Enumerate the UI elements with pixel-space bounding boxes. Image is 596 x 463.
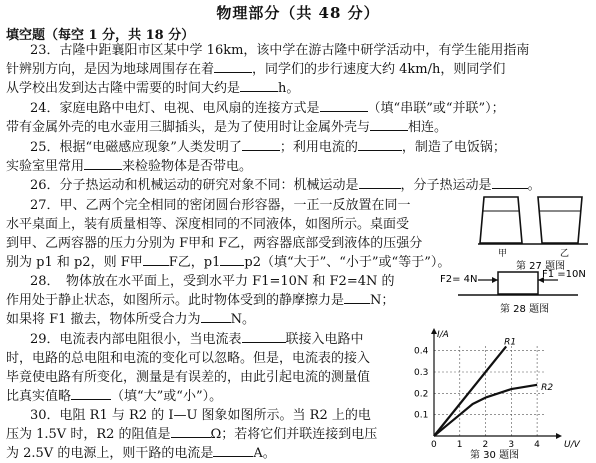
answer-blank[interactable] (492, 176, 528, 189)
q25-line-2: 实验室里常用 来检验物体是否带电。 (6, 159, 253, 174)
q23-line-3: 从学校出发到达古隆中需要的时间大约是 h。 (6, 81, 300, 96)
q29-line-2: 时，电路的总电阻和电流的变化可以忽略。但是，电流表的接入 (6, 351, 371, 366)
answer-blank[interactable] (201, 310, 231, 323)
q30-line-3: 为 2.5V 的电源上，则干路的电流是 A。 (6, 446, 276, 461)
answer-blank[interactable] (370, 118, 408, 131)
q26-line-1: 26．分子热运动和机械运动的研究对象不同：机械运动是 ，分子热运动是 。 (30, 178, 541, 193)
section-heading: 填空题（每空 1 分，共 18 分） (6, 28, 195, 43)
q24-line-1: 24．家庭电路中电灯、电视、电风扇的连接方式是 （填“串联”或“并联”）； (30, 101, 505, 116)
answer-blank[interactable] (359, 176, 401, 189)
q30-line-2: 压为 1.5V 时，R2 的阻值是 Ω；若将它们并联连接到电压 (6, 427, 378, 442)
q29-line-3: 毕竟使电路有所变化，测量是有误差的，由此引起电流的测量值 (6, 370, 371, 385)
figure-27-caption: 第 27 题图 (516, 261, 566, 272)
figure-30-caption: 第 30 题图 (470, 450, 520, 459)
x-tick-label: 0 (431, 440, 437, 450)
figure-28-caption: 第 28 题图 (500, 304, 550, 315)
label-yi: 乙 (560, 249, 570, 259)
f2-label: F2= 4N (440, 274, 478, 285)
container-yi (538, 197, 582, 243)
figure-28 (438, 270, 590, 330)
q28-line-1: 28． 物体放在水平面上，受到水平力 F1=10N 和 F2=4N 的 (30, 274, 395, 289)
x-tick-label: 3 (508, 440, 515, 450)
answer-blank[interactable] (214, 60, 252, 73)
answer-blank[interactable] (242, 138, 280, 151)
label-jia: 甲 (498, 249, 508, 259)
q23-line-2: 针辨别方向，是因为地球周围存在着 ，同学们的步行速度大约 4km/h，则同学们 (6, 62, 506, 77)
answer-blank[interactable] (344, 291, 370, 304)
y-tick-label: 0.1 (414, 410, 429, 421)
q23-line-1: 23．古隆中距襄阳市区某中学 16km，该中学在游古隆中研学活动中，有学生能用指南 (30, 43, 530, 58)
q30-line-1: 30．电阻 R1 与 R2 的 I—U 图象如图所示。当 R2 上的电 (30, 408, 371, 423)
series-label-r1: R1 (504, 337, 517, 348)
answer-blank[interactable] (242, 330, 286, 343)
q29-line-1: 29．电流表内部电阻很小，当电流表 联接入电路中 (30, 332, 364, 347)
y-tick-label: 0.2 (414, 389, 429, 400)
answer-blank[interactable] (213, 444, 253, 457)
answer-blank[interactable] (71, 387, 111, 400)
container-jia (480, 197, 522, 243)
answer-blank[interactable] (171, 425, 211, 438)
y-tick-label: 0.4 (414, 346, 429, 357)
y-axis-label: I/A (437, 330, 449, 340)
x-axis-arrow (556, 433, 562, 439)
x-axis-label: U/V (564, 440, 580, 450)
y-tick-label: 0.3 (414, 368, 429, 378)
q27-line-1: 27．甲、乙两个完全相同的密闭圆台形容器，一正一反放置在同一 (30, 198, 411, 213)
answer-blank[interactable] (143, 253, 169, 266)
answer-blank[interactable] (320, 99, 368, 112)
x-tick-label: 2 (482, 440, 489, 450)
answer-blank[interactable] (220, 253, 244, 266)
figure-27 (478, 193, 590, 273)
f2-arrowhead (492, 277, 498, 283)
f1-label: F1 =10N (542, 270, 586, 280)
series-label-r2: R2 (541, 382, 554, 393)
block (498, 272, 538, 294)
figure-30-chart (412, 326, 592, 459)
q27-line-2: 水平桌面上，装有质量相等、深度相同的不同液体，如图所示。桌面受 (6, 217, 410, 232)
series-line-r1 (434, 346, 506, 436)
x-tick-label: 4 (534, 440, 540, 450)
q27-line-3: 到甲、乙两容器的压力分别为 F甲和 F乙，两容器底部受到液体的压强分 (6, 236, 423, 251)
q27-line-4: 别为 p1 和 p2，则 F甲 F乙，p1 p2（填“大于”、“小于”或“等于”）。 (6, 255, 451, 270)
q28-line-3: 如果将 F1 撤去，物体所受合力为 N。 (6, 312, 255, 327)
answer-blank[interactable] (240, 79, 278, 92)
q28-line-2: 作用处于静止状态，如图所示。此时物体受到的静摩擦力是 N； (6, 293, 395, 308)
answer-blank[interactable] (358, 138, 402, 151)
page-title: 物理部分（共 48 分） (216, 4, 380, 22)
q29-line-4: 比真实值略 （填“大”或“小”）。 (6, 389, 223, 404)
q24-line-2: 带有金属外壳的电水壶用三脚插头，是为了使用时让金属外壳与 相连。 (6, 120, 448, 135)
x-tick-label: 1 (456, 440, 463, 450)
q25-line-1: 25．根据“电磁感应现象”人类发明了 ；利用电流的 ，制造了电饭锅； (30, 140, 506, 155)
answer-blank[interactable] (84, 157, 122, 170)
